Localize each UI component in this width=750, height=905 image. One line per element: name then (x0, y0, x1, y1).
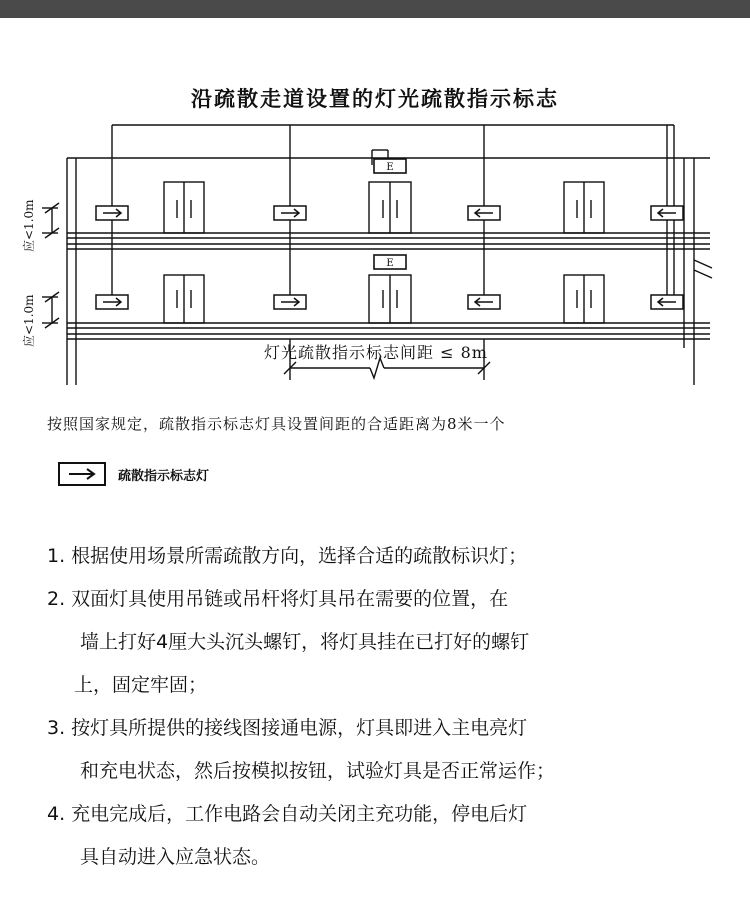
regulation-note: 按照国家规定，疏散指示标志灯具设置间距的合适距离为8米一个 (47, 415, 506, 433)
evacuation-lamp (96, 295, 128, 309)
height-label-lower: 应<1.0m (22, 294, 36, 347)
exit-sign-label-upper: E (386, 162, 394, 173)
instruction-step-4: 4. 充电完成后，工作电路会自动关闭主充功能，停电后灯 (47, 803, 528, 825)
height-label-upper: 应<1.0m (22, 199, 36, 252)
instruction-step-3-cont: 和充电状态，然后按模拟按钮，试验灯具是否正常运作； (80, 760, 556, 782)
evacuation-sign-diagram (0, 0, 750, 410)
evacuation-lamp (468, 295, 500, 309)
instruction-list (47, 535, 737, 879)
evacuation-lamp (274, 206, 306, 220)
evacuation-lamp (651, 295, 683, 309)
diagram-title: 沿疏散走道设置的灯光疏散指示标志 (191, 86, 559, 111)
evacuation-lamp (468, 206, 500, 220)
legend-label: 疏散指示标志灯 (118, 468, 210, 484)
instruction-step-2: 2. 双面灯具使用吊链或吊杆将灯具吊在需要的位置，在 (47, 588, 509, 610)
instruction-step-2-cont: 墙上打好4厘大头沉头螺钉，将灯具挂在已打好的螺钉 (80, 631, 530, 653)
spacing-label: 灯光疏散指示标志间距 ≤ 8m (264, 343, 488, 362)
instruction-step-1: 1. 根据使用场景所需疏散方向，选择合适的疏散标识灯； (47, 545, 528, 567)
evacuation-lamp (651, 206, 683, 220)
legend-symbol (58, 462, 106, 486)
instruction-step-2-cont: 上，固定牢固； (74, 674, 208, 696)
instruction-step-4-cont: 具自动进入应急状态。 (80, 846, 271, 868)
evacuation-lamp (96, 206, 128, 220)
arrow-right-icon (67, 468, 97, 480)
legend (58, 462, 209, 486)
evacuation-lamp (274, 295, 306, 309)
exit-sign-label-lower: E (386, 258, 394, 269)
instruction-step-3: 3. 按灯具所提供的接线图接通电源，灯具即进入主电亮灯 (47, 717, 528, 739)
